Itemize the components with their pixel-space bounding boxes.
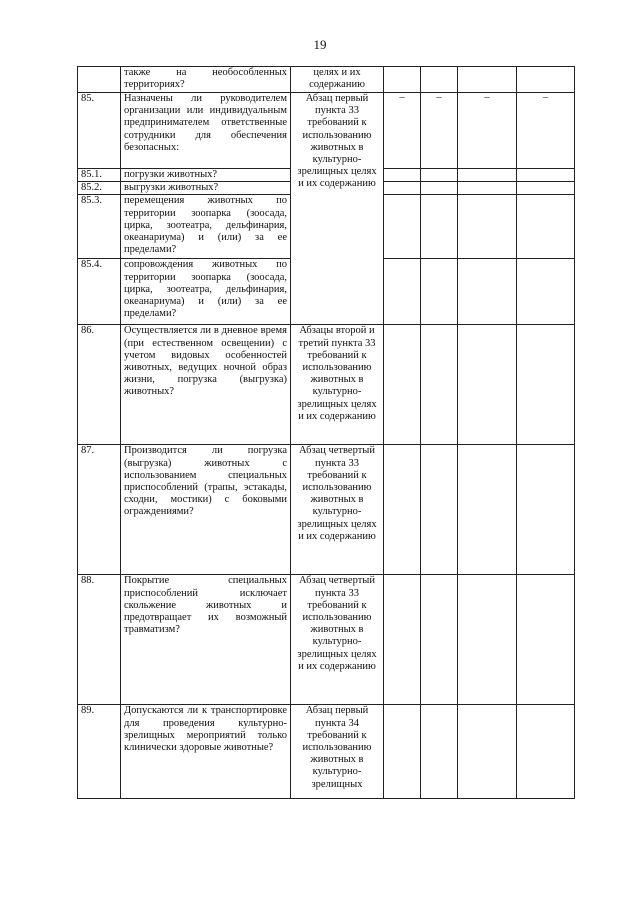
row-mark-cell (384, 259, 421, 325)
table-row (78, 575, 575, 705)
row-mark-cell (517, 575, 575, 705)
row-number: 85.4. (78, 259, 121, 325)
row-number: 85.2. (78, 182, 121, 195)
row-mark-cell (384, 575, 421, 705)
row-mark-cell (458, 705, 517, 799)
row-mark-cell (458, 575, 517, 705)
table-row (78, 445, 575, 575)
row-mark-cell (458, 67, 517, 93)
row-reference: Абзац первый пункта 34 требований к использованию животных в культурно-зрелищных (291, 705, 384, 799)
row-mark-cell (421, 445, 458, 575)
row-mark-cell (421, 182, 458, 195)
row-mark-cell (421, 169, 458, 182)
row-mark-cell (517, 195, 575, 259)
row-reference: Абзацы второй и третий пункта 33 требований к использованию животных в культурно-зрелищных целях и их содержанию (291, 325, 384, 445)
row-mark-cell (384, 705, 421, 799)
row-reference: целях и их содержанию (291, 67, 384, 93)
row-reference: Абзац четвертый пункта 33 требований к использованию животных в культурно-зрелищных целях и их содержанию (291, 575, 384, 705)
table-row (78, 67, 575, 93)
page-number: 19 (313, 37, 327, 52)
row-mark-cell: – (421, 93, 458, 169)
row-number: 88. (78, 575, 121, 705)
row-number: 89. (78, 705, 121, 799)
row-mark-cell (384, 195, 421, 259)
row-mark-cell (384, 445, 421, 575)
row-mark-cell (384, 325, 421, 445)
row-reference: Абзац четвертый пункта 33 требований к использованию животных в культурно-зрелищных целях и их содержанию (291, 445, 384, 575)
row-number: 85.1. (78, 169, 121, 182)
row-mark-cell (421, 259, 458, 325)
row-mark-cell: – (517, 93, 575, 169)
row-number: 85.3. (78, 195, 121, 259)
row-mark-cell (421, 705, 458, 799)
table-row (78, 325, 575, 445)
row-mark-cell (421, 575, 458, 705)
row-number: 86. (78, 325, 121, 445)
row-mark-cell (517, 67, 575, 93)
row-mark-cell (517, 169, 575, 182)
row-mark-cell (458, 259, 517, 325)
row-question: погрузки животных? (121, 169, 291, 182)
row-mark-cell (517, 182, 575, 195)
row-mark-cell (421, 67, 458, 93)
row-mark-cell (517, 325, 575, 445)
row-question: Осуществляется ли в дневное время (при естественном освещении) с учетом видовых особенностей животных, ведущих ночной образ жизни, погрузка (выгрузка) животных? (121, 325, 291, 445)
row-mark-cell (458, 169, 517, 182)
row-mark-cell (384, 182, 421, 195)
row-mark-cell (458, 445, 517, 575)
row-mark-cell (421, 195, 458, 259)
row-reference: Абзац первый пункта 33 требований к использованию животных в культурно-зрелищных целях и их содержанию (291, 93, 384, 325)
row-question: также на необособленных территориях? (121, 67, 291, 93)
requirements-table (77, 66, 575, 799)
row-question: Производится ли погрузка (выгрузка) животных с использованием специальных приспособлений (трапы, эстакады, сходни, мостики) с боковыми ограждениями? (121, 445, 291, 575)
row-number (78, 67, 121, 93)
row-number: 87. (78, 445, 121, 575)
row-question: выгрузки животных? (121, 182, 291, 195)
row-question: Покрытие специальных приспособлений исключает скольжение животных и предотвращает их возможный травматизм? (121, 575, 291, 705)
row-mark-cell: – (458, 93, 517, 169)
row-mark-cell (517, 445, 575, 575)
row-mark-cell (517, 259, 575, 325)
row-number: 85. (78, 93, 121, 169)
row-question: сопровождения животных по территории зоопарка (зоосада, цирка, зоотеатра, дельфинария, океанариума) и (или) за ее пределами? (121, 259, 291, 325)
row-mark-cell (384, 67, 421, 93)
row-mark-cell (458, 195, 517, 259)
row-question: Назначены ли руководителем организации или индивидуальным предпринимателем ответственные сотрудники для обеспечения безопасных: (121, 93, 291, 169)
row-mark-cell (421, 325, 458, 445)
row-mark-cell (458, 182, 517, 195)
row-mark-cell (384, 169, 421, 182)
row-mark-cell (517, 705, 575, 799)
row-question: перемещения животных по территории зоопарка (зоосада, цирка, зоотеатра, дельфинария, океанариума) и (или) за ее пределами? (121, 195, 291, 259)
row-question: Допускаются ли к транспортировке для проведения культурно-зрелищных мероприятий только клинически здоровые животные? (121, 705, 291, 799)
row-mark-cell: – (384, 93, 421, 169)
table-row (78, 93, 575, 169)
row-mark-cell (458, 325, 517, 445)
table-row (78, 705, 575, 799)
